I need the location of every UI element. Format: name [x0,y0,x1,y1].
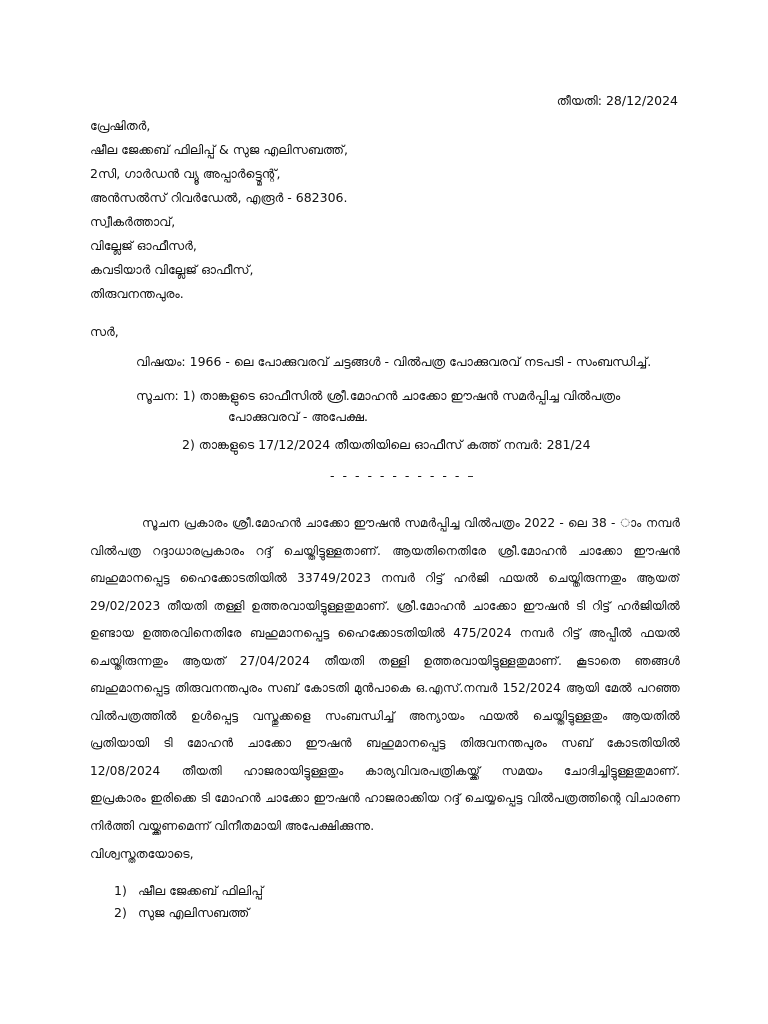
body-line: ഇപ്രകാരം ഇരിക്കെ ടി മോഹൻ ചാക്കോ ഈഷൻ ഹാജരാക്കിയ റദ്ദ് ചെയ്യപ്പെട്ട വിൽപത്രത്തിന്റെ വിചാരണ [90,791,680,805]
sender-line: അൻസൽസ് റിവർഡേൽ, എരൂർ - 682306. [90,190,348,205]
reference-line-1: സൂചന: 1) താങ്കളുടെ ഓഫീസിൽ ശ്രീ.മോഹൻ ചാക്കോ ഈഷൻ സമർപ്പിച്ച വിൽപത്രം [136,388,621,403]
signatory-number: 2) [114,905,127,920]
subject-line: വിഷയം: 1966 - ലെ പോക്കുവരവ് ചട്ടങ്ങൾ - വിൽപത്ര പോക്കുവരവ് നടപടി - സംബന്ധിച്ച്. [136,354,652,369]
recipient-line: കവടിയാർ വില്ലേജ് ഓഫീസ്, [90,262,254,277]
reference-line-2: 2) താങ്കളുടെ 17/12/2024 തീയതിയിലെ ഓഫീസ് കത്ത് നമ്പർ: 281/24 [182,437,591,452]
body-paragraph [90,510,680,840]
letter-date: തീയതി: 28/12/2024 [556,93,678,108]
body-line: ബഹുമാനപ്പെട്ട തിരുവനന്തപുരം സബ് കോടതി മുൻപാകെ ഒ.എസ്.നമ്പർ 152/2024 ആയി മേൽ പറഞ്ഞ [90,681,680,695]
body-line: വിൽപത്ര റദ്ദാധാരപ്രകാരം റദ്ദ് ചെയ്തിട്ടുള്ളതാണ്. ആയതിനെതിരേ ശ്രീ.മോഹൻ ചാക്കോ ഈഷൻ [90,543,680,558]
body-line: വിൽപത്രത്തിൽ ഉൾപ്പെട്ട വസ്തുക്കളെ സംബന്ധിച്ച് അന്യായം ഫയൽ ചെയ്തിട്ടുള്ളതും ആയതിൽ [90,708,680,723]
signatory-name: ഷീല ജേക്കബ് ഫിലിപ്പ് [138,883,264,898]
divider: - - - - - - - - - - - – [330,468,476,483]
body-line: 29/02/2023 തീയതി തള്ളി ഉത്തരവായിട്ടുള്ളതുമാണ്. ശ്രീ.മോഹൻ ചാക്കോ ഈഷൻ ടി റിട്ട് ഹർജിയിൽ [90,598,680,613]
signatory-list [114,880,263,924]
body-line: സൂചന പ്രകാരം ശ്രീ.മോഹൻ ചാക്കോ ഈഷൻ സമർപ്പിച്ച വിൽപത്രം 2022 - ലെ 38 - ാം നമ്പർ [142,516,680,530]
closing: വിശ്വസ്തതയോടെ, [90,846,194,861]
body-line: നിർത്തി വയ്ക്കണമെന്ന് വിനീതമായി അപേക്ഷിക്കുന്നു. [90,818,375,833]
body-line: ബഹുമാനപ്പെട്ട ഹൈക്കോടതിയിൽ 33749/2023 നമ്പർ റിട്ട് ഹർജി ഫയൽ ചെയ്തിരുന്നതും ആയത് [90,571,680,585]
body-line: 12/08/2024 തീയതി ഹാജരായിട്ടുള്ളതും കാര്യവിവരപത്രികയ്ക്ക് സമയം ചോദിച്ചിട്ടുള്ളതുമാണ്. [90,763,680,778]
body-line: പ്രതിയായി ടി മോഹൻ ചാക്കോ ഈഷൻ ബഹുമാനപ്പെട്ട തിരുവനന്തപുരം സബ് കോടതിയിൽ [90,736,680,750]
body-line: ഉണ്ടായ ഉത്തരവിനെതിരേ ബഹുമാനപ്പെട്ട ഹൈക്കോടതിയിൽ 475/2024 നമ്പർ റിട്ട് അപ്പീൽ ഫയൽ [90,626,680,640]
reference-line-1-cont: പോക്കുവരവ് - അപേക്ഷ. [228,409,369,424]
recipient-line: വില്ലേജ് ഓഫീസർ, [90,238,197,253]
signatory-item [114,902,263,924]
recipient-heading: സ്വീകർത്താവ്, [90,214,176,229]
signatory-item [114,880,263,902]
body-line: ചെയ്തിരുന്നതും ആയത് 27/04/2024 തീയതി തള്ളി ഉത്തരവായിട്ടുള്ളതുമാണ്. കൂടാതെ ഞങ്ങൾ [90,653,680,668]
signatory-number: 1) [114,883,127,898]
salutation: സർ, [90,324,119,339]
sender-address [90,114,348,210]
recipient-address [90,210,254,306]
sender-line: 2സി, ഗാർഡൻ വ്യൂ അപ്പാർട്ട്മെന്റ്, [90,166,281,181]
sender-line: ഷീല ജേക്കബ് ഫിലിപ്പ് & സുജ എലിസബത്ത്, [90,142,348,157]
reference-block [136,385,620,427]
recipient-line: തിരുവനന്തപുരം. [90,286,184,301]
sender-heading: പ്രേഷിതർ, [90,118,151,133]
signatory-name: സുജ എലിസബത്ത് [138,905,250,920]
